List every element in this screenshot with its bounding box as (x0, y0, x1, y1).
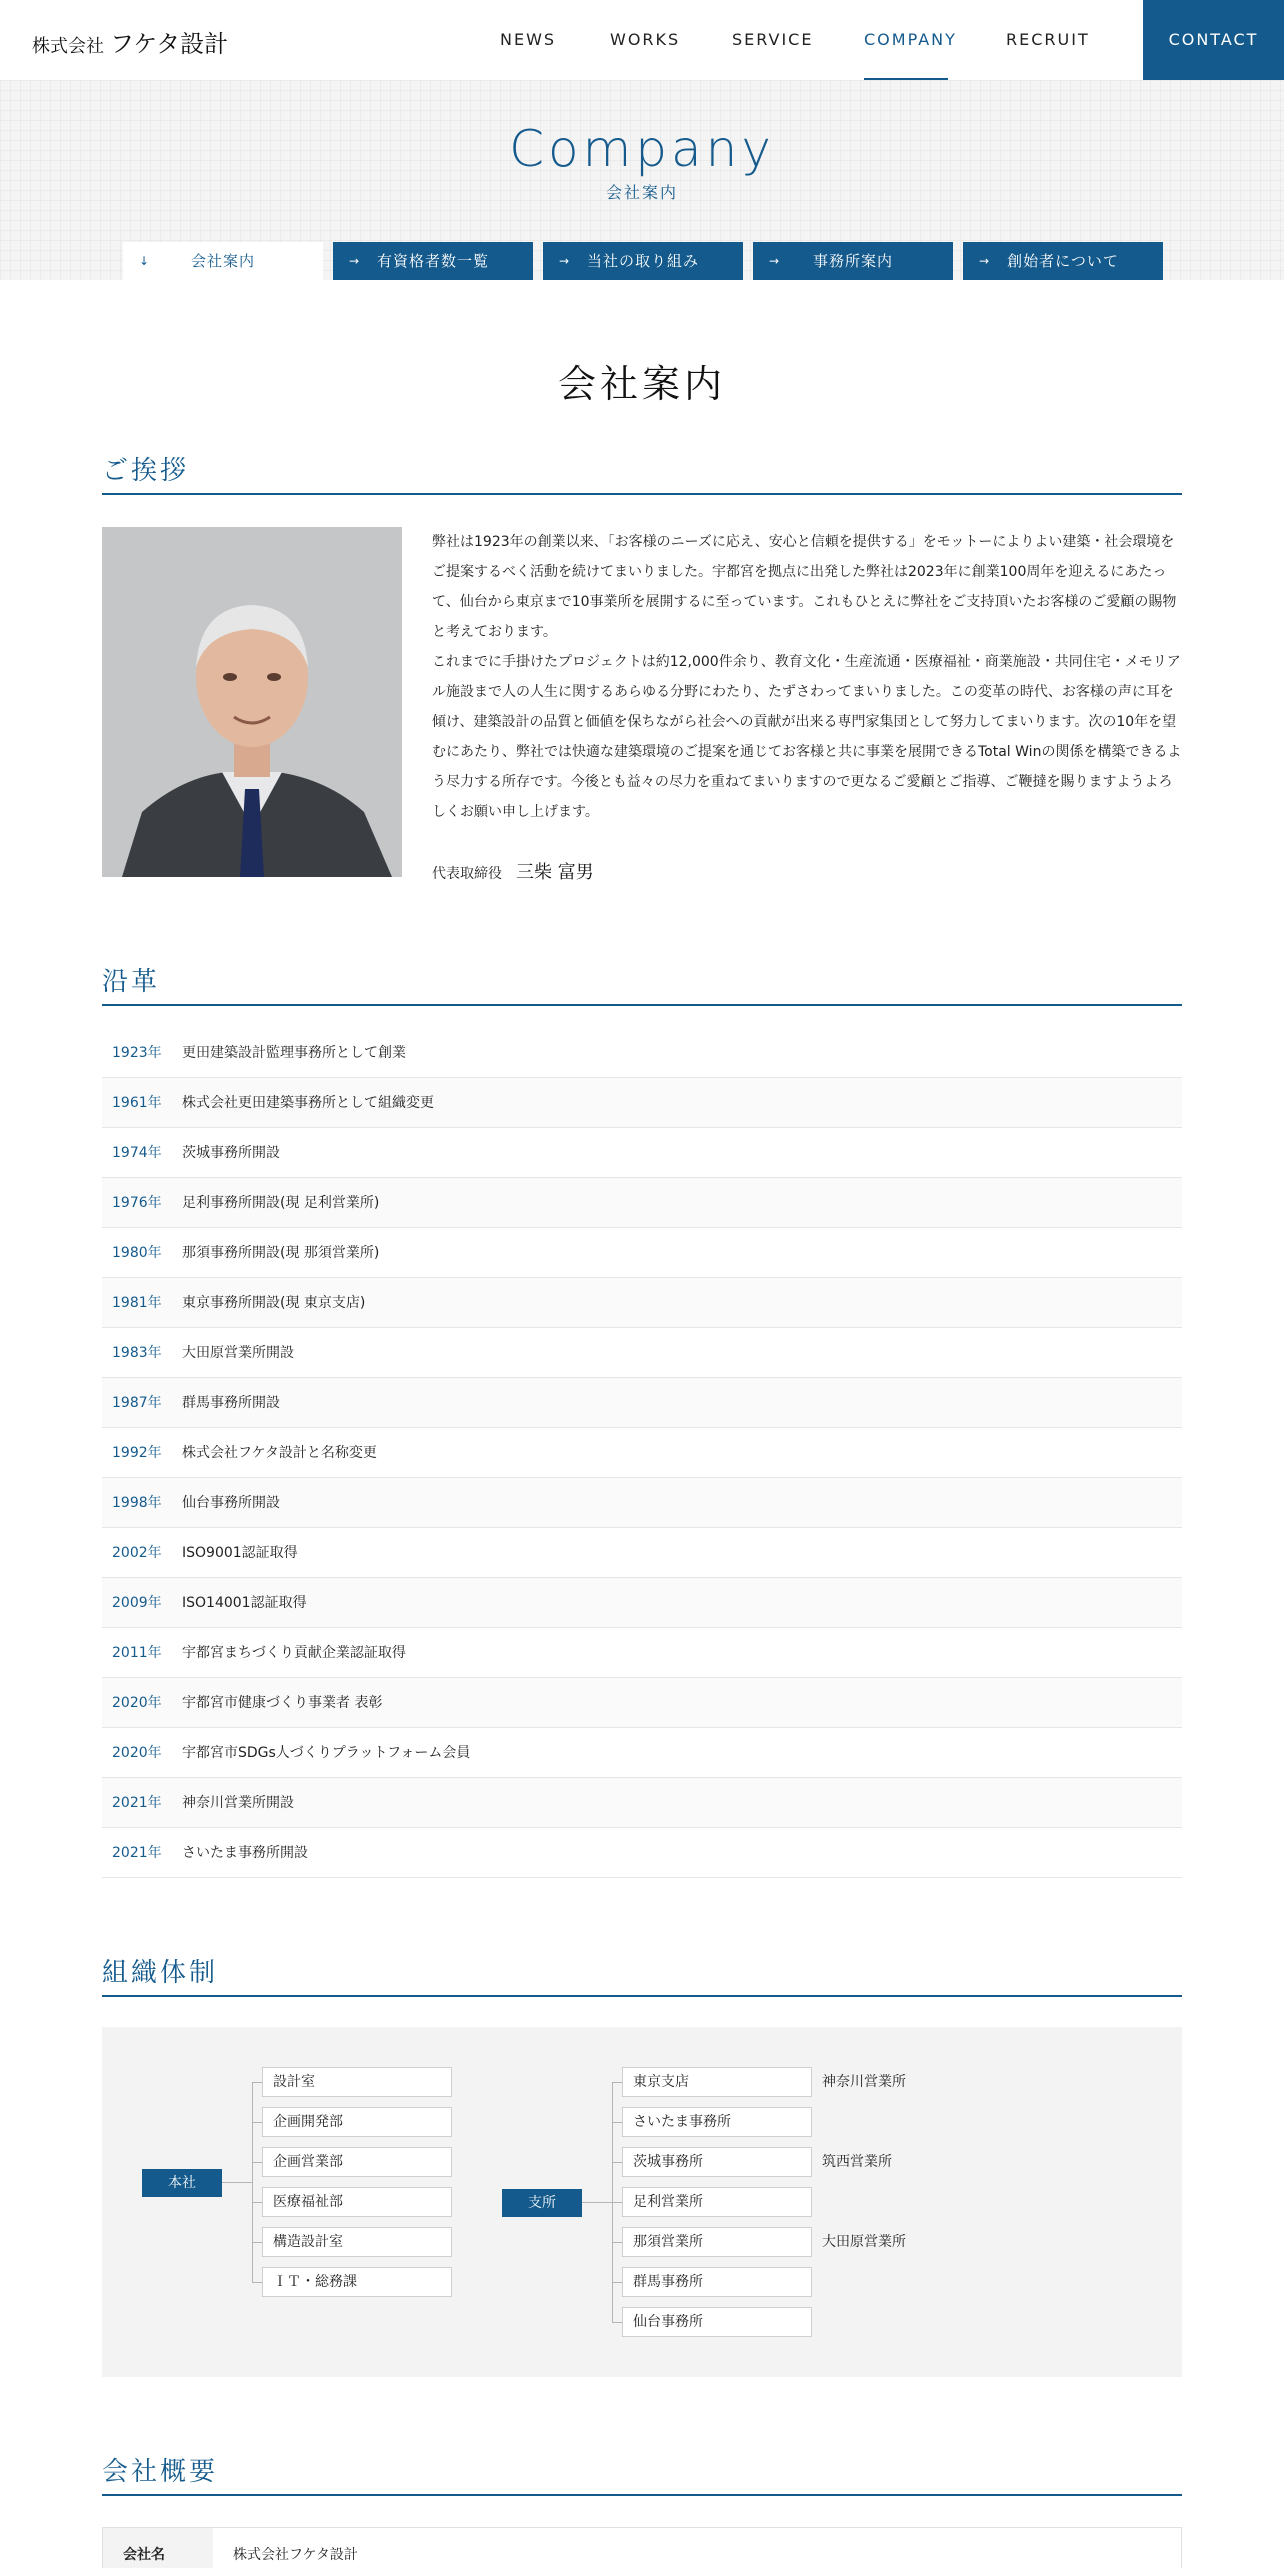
history-event: 足利事務所開設(現 足利営業所) (182, 1195, 380, 1211)
tab-label: 創始者について (1007, 252, 1119, 270)
history-row (102, 1678, 1182, 1728)
history-year: 1981年 (112, 1295, 162, 1311)
section-heading-history (102, 966, 1182, 1006)
section-heading-overview (102, 2456, 1182, 2496)
page-title: 会社案内 (557, 362, 726, 406)
org-branch-label: 支所 (502, 2189, 582, 2217)
tab-label: 事務所案内 (812, 252, 893, 270)
overview-value: 株式会社フケタ設計 (233, 2547, 358, 2563)
org-branch-office: さいたま事務所 (622, 2107, 812, 2137)
tab-label: 当社の取り組み (586, 252, 699, 270)
org-connector-line (582, 2202, 612, 2203)
history-year: 2002年 (112, 1545, 162, 1561)
history-year: 1998年 (112, 1495, 162, 1511)
org-branch-office: 群馬事務所 (622, 2267, 812, 2297)
history-year: 2021年 (112, 1795, 162, 1811)
overview-heading: 会社概要 (102, 2457, 219, 2487)
president-name: 三柴 富男 (516, 862, 594, 883)
company-overview-table (102, 2527, 1182, 2568)
section-heading-greeting (102, 455, 1182, 495)
arrow-right-icon: → (769, 254, 781, 268)
history-row (102, 1428, 1182, 1478)
president-role: 代表取締役 (432, 866, 502, 882)
history-row (102, 1228, 1182, 1278)
history-event: さいたま事務所開設 (182, 1845, 308, 1861)
greeting-heading: ご挨拶 (102, 456, 190, 486)
org-connector-line (252, 2082, 253, 2282)
history-event: 宇都宮市SDGs人づくりプラットフォーム会員 (182, 1745, 471, 1761)
tab-label: 会社案内 (190, 252, 255, 270)
site-header (0, 0, 1284, 80)
page-hero (0, 80, 1284, 280)
org-chart (102, 2027, 1182, 2377)
arrow-right-icon: → (349, 254, 361, 268)
overview-label: 会社名 (103, 2528, 213, 2568)
nav-works[interactable]: WORKS (610, 30, 681, 49)
history-event: 宇都宮まちづくり貢献企業認証取得 (182, 1645, 406, 1661)
history-event: 那須事務所開設(現 那須営業所) (182, 1245, 380, 1261)
org-heading: 組織体制 (102, 1958, 219, 1988)
org-sub-office: 神奈川営業所 (822, 2074, 906, 2090)
history-table (102, 1028, 1182, 1878)
history-event: 宇都宮市健康づくり事業者 表彰 (182, 1695, 383, 1711)
history-row (102, 1278, 1182, 1328)
history-event: 仙台事務所開設 (182, 1495, 280, 1511)
hero-title: Company (509, 120, 775, 178)
org-department: 構造設計室 (262, 2227, 452, 2257)
history-year: 1923年 (112, 1045, 162, 1061)
history-row (102, 1028, 1182, 1078)
history-year: 1987年 (112, 1395, 162, 1411)
nav-service[interactable]: SERVICE (732, 30, 814, 49)
contact-button[interactable]: CONTACT (1143, 0, 1284, 80)
history-year: 2020年 (112, 1695, 162, 1711)
history-event: 神奈川営業所開設 (182, 1795, 294, 1811)
logo-company-type: 株式会社 (32, 36, 104, 57)
tab-company-info[interactable] (123, 242, 323, 280)
history-year: 1976年 (112, 1195, 162, 1211)
history-row (102, 1078, 1182, 1128)
history-event: 茨城事務所開設 (182, 1145, 280, 1161)
history-row (102, 1528, 1182, 1578)
arrow-down-icon: ↓ (139, 254, 151, 268)
history-year: 1980年 (112, 1245, 162, 1261)
history-row (102, 1378, 1182, 1428)
history-year: 2021年 (112, 1845, 162, 1861)
history-row (102, 1628, 1182, 1678)
nav-news[interactable]: NEWS (500, 30, 557, 49)
history-event: 大田原営業所開設 (182, 1345, 294, 1361)
org-branch-office: 足利営業所 (622, 2187, 812, 2217)
org-department: 医療福祉部 (262, 2187, 452, 2217)
nav-recruit[interactable]: RECRUIT (1006, 30, 1090, 49)
history-year: 1992年 (112, 1445, 162, 1461)
history-event: ISO9001認証取得 (182, 1545, 298, 1561)
org-department: 企画開発部 (262, 2107, 452, 2137)
arrow-right-icon: → (559, 254, 571, 268)
greeting-paragraph: 弊社は1923年の創業以来、「お客様のニーズに応え、安心と信頼を提供する」をモットーによりよい建築・社会環境をご提案するべく活動を続けてまいりました。宇都宮を拠点に出発した弊社は2023年に創業100周年を迎えるにあたって、仙台から東京まで10事業所を展開するに至っています。これもひとえに弊社をご支持頂いたお客様のご愛顧の賜物と考えております。 (432, 534, 1177, 640)
site-logo[interactable] (32, 24, 228, 59)
history-row (102, 1578, 1182, 1628)
history-year: 1974年 (112, 1145, 162, 1161)
history-row (102, 1328, 1182, 1378)
org-branch-office: 東京支店 (622, 2067, 812, 2097)
org-branch-office: 茨城事務所 (622, 2147, 812, 2177)
section-heading-organization (102, 1957, 1182, 1997)
history-row (102, 1828, 1182, 1878)
history-event: 株式会社更田建築事務所として組織変更 (182, 1095, 434, 1111)
tab-offices[interactable] (753, 242, 953, 280)
history-event: 群馬事務所開設 (182, 1395, 280, 1411)
org-department: ＩＴ・総務課 (262, 2267, 452, 2297)
history-year: 2011年 (112, 1645, 162, 1661)
nav-company[interactable]: COMPANY (864, 0, 948, 80)
org-department: 設計室 (262, 2067, 452, 2097)
history-event: ISO14001認証取得 (182, 1595, 307, 1611)
org-sub-office: 筑西営業所 (822, 2154, 892, 2170)
org-branch-office: 那須営業所 (622, 2227, 812, 2257)
org-department: 企画営業部 (262, 2147, 452, 2177)
tab-initiatives[interactable] (543, 242, 743, 280)
history-row (102, 1478, 1182, 1528)
tab-qualified-staff[interactable] (333, 242, 533, 280)
president-signature (432, 858, 594, 884)
hero-subtitle: 会社案内 (605, 183, 678, 202)
president-photo (102, 527, 402, 877)
history-row (102, 1178, 1182, 1228)
tab-label: 有資格者数一覧 (376, 252, 489, 270)
history-year: 2009年 (112, 1595, 162, 1611)
history-heading: 沿革 (102, 967, 161, 997)
history-year: 2020年 (112, 1745, 162, 1761)
president-portrait-image (102, 527, 402, 877)
history-event: 株式会社フケタ設計と名称変更 (182, 1445, 377, 1461)
logo-company-name: フケタ設計 (110, 30, 229, 58)
history-year: 1961年 (112, 1095, 162, 1111)
history-row (102, 1128, 1182, 1178)
history-year: 1983年 (112, 1345, 162, 1361)
greeting-message (432, 527, 1182, 827)
history-event: 更田建築設計監理事務所として創業 (182, 1045, 406, 1061)
org-head-office: 本社 (142, 2169, 222, 2197)
history-row (102, 1728, 1182, 1778)
org-branch-office: 仙台事務所 (622, 2307, 812, 2337)
tab-founder[interactable] (963, 242, 1163, 280)
greeting-paragraph: これまでに手掛けたプロジェクトは約12,000件余り、教育文化・生産流通・医療福祉・商業施設・共同住宅・メモリアル施設まで人の人生に関するあらゆる分野にわたり、たずさわってまいりました。この変革の時代、お客様の声に耳を傾け、建築設計の品質と価値を保ちながら社会への貢献が出来る専門家集団として努力してまいります。次の10年を望むにあたり、弊社では快適な建築環境のご提案を通じてお客様と共に事業を展開できるTotal Winの関係を構築できるよう尽力する所存です。今後とも益々の尽力を重ねてまいりますので更なるご愛顧とご指導、ご鞭撻を賜りますようよろしくお願い申し上げます。 (432, 654, 1182, 820)
org-connector-line (222, 2182, 252, 2183)
org-sub-office: 大田原営業所 (822, 2234, 906, 2250)
arrow-right-icon: → (979, 254, 991, 268)
history-event: 東京事務所開設(現 東京支店) (182, 1295, 366, 1311)
history-row (102, 1778, 1182, 1828)
